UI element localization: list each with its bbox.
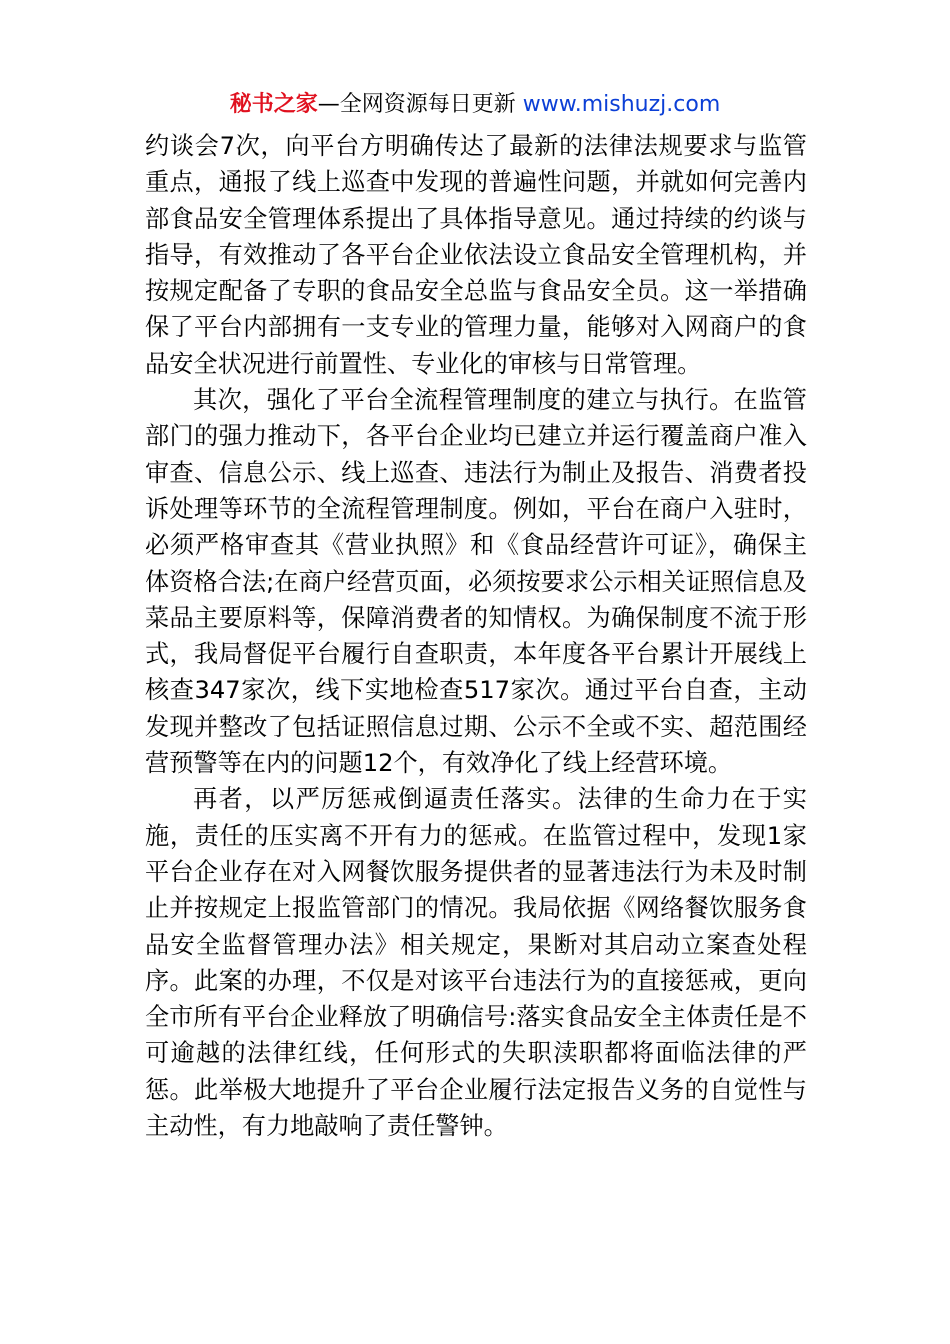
- site-url-link[interactable]: www.mishuzj.com: [522, 92, 721, 117]
- brand-name: 秘书之家: [229, 92, 318, 117]
- paragraph-third: 再者，以严厉惩戒倒逼责任落实。法律的生命力在于实施，责任的压实离不开有力的惩戒。在监管过程中，发现1家平台企业存在对入网餐饮服务提供者的显著违法行为未及时制止并按规定上报监管部门的情况。我局依据《网络餐饮服务食品安全监督管理办法》相关规定，果断对其启动立案查处程序。此案的办理，不仅是对该平台违法行为的直接惩戒，更向全市所有平台企业释放了明确信号:落实食品安全主体责任是不可逾越的法律红线，任何形式的失职渎职都将面临法律的严惩。此举极大地提升了平台企业履行法定报告义务的自觉性与主动性，有力地敲响了责任警钟。: [145, 785, 807, 1141]
- header-tagline: —全网资源每日更新: [317, 92, 523, 117]
- page-header: [0, 88, 950, 122]
- document-body: [145, 128, 807, 1144]
- paragraph-second: 其次，强化了平台全流程管理制度的建立与执行。在监管部门的强力推动下，各平台企业均已建立并运行覆盖商户准入审查、信息公示、线上巡查、违法行为制止及报告、消费者投诉处理等环节的全流程管理制度。例如，平台在商户入驻时，必须严格审查其《营业执照》和《食品经营许可证》，确保主体资格合法;在商户经营页面，必须按要求公示相关证照信息及菜品主要原料等，保障消费者的知情权。为确保制度不流于形式，我局督促平台履行自查职责，本年度各平台累计开展线上核查347家次，线下实地检查517家次。通过平台自查，主动发现并整改了包括证照信息过期、公示不全或不实、超范围经营预警等在内的问题12个，有效净化了线上经营环境。: [145, 386, 807, 778]
- paragraph-continued: 约谈会7次，向平台方明确传达了最新的法律法规要求与监管重点，通报了线上巡查中发现的普遍性问题，并就如何完善内部食品安全管理体系提出了具体指导意见。通过持续的约谈与指导，有效推动了各平台企业依法设立食品安全管理机构，并按规定配备了专职的食品安全总监与食品安全员。这一举措确保了平台内部拥有一支专业的管理力量，能够对入网商户的食品安全状况进行前置性、专业化的审核与日常管理。: [145, 132, 807, 378]
